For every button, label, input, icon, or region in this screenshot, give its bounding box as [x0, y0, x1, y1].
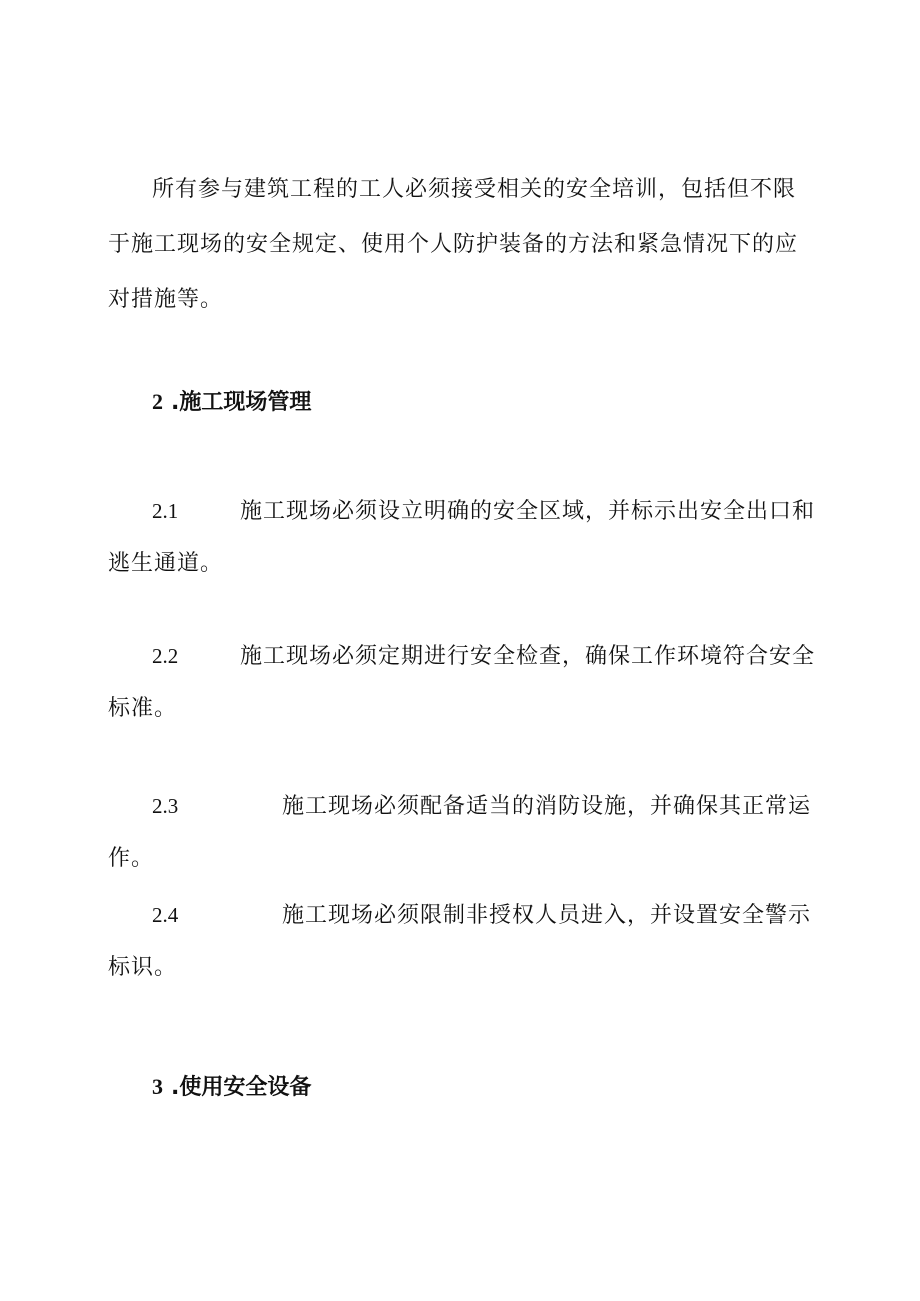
- item-number: 2.2: [152, 644, 179, 668]
- section-2-title: .施工现场管理: [171, 390, 312, 415]
- section-2-heading: [152, 387, 311, 418]
- item-2-1: [108, 485, 820, 590]
- item-2-4: [108, 889, 820, 994]
- item-2-2: [108, 630, 820, 735]
- item-number: 2.3: [152, 794, 179, 818]
- item-number: 2.4: [152, 903, 179, 927]
- item-text: 施工现场必须设立明确的安全区域，并标示出安全出口和逃生通道。: [108, 499, 816, 576]
- section-3-heading: [152, 1072, 311, 1103]
- item-2-3: [108, 780, 820, 885]
- section-3-title: .使用安全设备: [171, 1075, 312, 1100]
- item-number: 2.1: [152, 499, 179, 523]
- item-text: 施工现场必须限制非授权人员进入，并设置安全警示标识。: [108, 903, 812, 980]
- section-3-number: 3: [152, 1074, 163, 1099]
- item-text: 施工现场必须定期进行安全检查，确保工作环境符合安全标准。: [108, 644, 816, 721]
- intro-paragraph: 所有参与建筑工程的工人必须接受相关的安全培训，包括但不限于施工现场的安全规定、使用个人防护装备的方法和紧急情况下的应对措施等。: [108, 177, 799, 312]
- section-2-number: 2: [152, 389, 163, 414]
- item-text: 施工现场必须配备适当的消防设施，并确保其正常运作。: [108, 794, 812, 871]
